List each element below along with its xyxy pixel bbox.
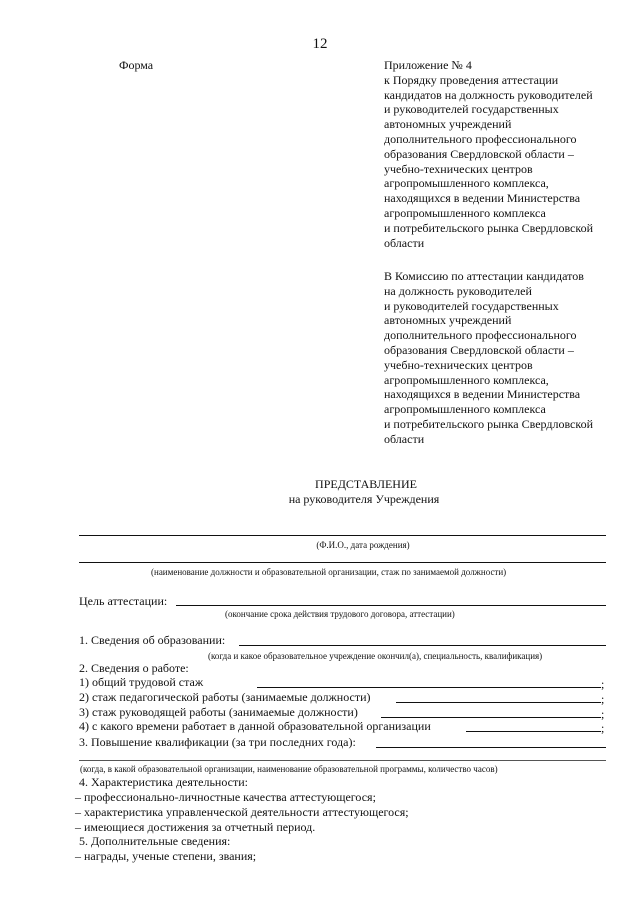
section-5-item: – награды, ученые степени, звания; bbox=[75, 849, 257, 863]
appendix-line: автономных учреждений bbox=[384, 117, 512, 132]
semicolon: ; bbox=[601, 677, 605, 691]
hint-qualification: (когда, в какой образовательной организации, наименование образовательной программы, количество часов) bbox=[80, 764, 498, 774]
section-4-label: 4. Характеристика деятельности: bbox=[79, 775, 248, 789]
qualification-line-2[interactable] bbox=[79, 760, 606, 761]
addressee-line: автономных учреждений bbox=[384, 313, 512, 328]
section-4-item: – характеристика управленческой деятельности аттестующегося; bbox=[75, 805, 409, 819]
work-item-3: 3) стаж руководящей работы (занимаемые должности) bbox=[79, 705, 358, 719]
work-item-2-line[interactable] bbox=[396, 702, 601, 703]
addressee-line: дополнительного профессионального bbox=[384, 328, 577, 343]
appendix-line: и руководителей государственных bbox=[384, 102, 559, 117]
section-5-label: 5. Дополнительные сведения: bbox=[79, 834, 231, 848]
addressee-line: на должность руководителей bbox=[384, 283, 532, 298]
page-number: 12 bbox=[312, 36, 328, 52]
addressee-line: учебно-технических центров bbox=[384, 357, 533, 372]
hint-fio: (Ф.И.О., дата рождения) bbox=[316, 540, 410, 550]
appendix-line: к Порядку проведения аттестации bbox=[384, 72, 559, 87]
work-item-2: 2) стаж педагогической работы (занимаемые должности) bbox=[79, 690, 371, 704]
hint-goal: (окончание срока действия трудового договора, аттестации) bbox=[225, 609, 455, 619]
addressee-line: агропромышленного комплекса bbox=[384, 402, 546, 417]
semicolon: ; bbox=[601, 721, 605, 735]
hint-education: (когда и какое образовательное учреждение окончил(а), специальность, квалификация) bbox=[208, 651, 543, 661]
addressee-line: находящихся в ведении Министерства bbox=[384, 387, 581, 402]
work-item-4-line[interactable] bbox=[466, 731, 601, 732]
appendix-line: находящихся в ведении Министерства bbox=[384, 191, 581, 206]
work-item-4: 4) с какого времени работает в данной образовательной организации bbox=[79, 719, 431, 733]
appendix-block bbox=[384, 58, 593, 250]
appendix-line: агропромышленного комплекса, bbox=[384, 176, 549, 191]
work-item-3-line[interactable] bbox=[381, 717, 601, 718]
document-subtitle: на руководителя Учреждения bbox=[288, 492, 440, 506]
appendix-line: учебно-технических центров bbox=[384, 161, 533, 176]
section-2-label: 2. Сведения о работе: bbox=[79, 661, 189, 675]
goal-line[interactable] bbox=[176, 605, 606, 606]
work-item-1: 1) общий трудовой стаж bbox=[79, 675, 204, 689]
appendix-line: образования Свердловской области – bbox=[384, 146, 574, 161]
section-3-label: 3. Повышение квалификации (за три последних года): bbox=[79, 735, 356, 749]
fio-line[interactable] bbox=[79, 535, 606, 536]
addressee-line: и руководителей государственных bbox=[384, 298, 559, 313]
appendix-line: агропромышленного комплекса bbox=[384, 205, 546, 220]
appendix-line: дополнительного профессионального bbox=[384, 131, 577, 146]
section-4-item: – профессионально-личностные качества аттестующегося; bbox=[75, 790, 376, 804]
education-line[interactable] bbox=[239, 645, 606, 646]
goal-label: Цель аттестации: bbox=[79, 594, 168, 608]
semicolon: ; bbox=[601, 707, 605, 721]
hint-position: (наименование должности и образовательной организации, стаж по занимаемой должности) bbox=[151, 567, 507, 577]
section-4-item: – имеющиеся достижения за отчетный период. bbox=[75, 820, 316, 834]
section-1-label: 1. Сведения об образовании: bbox=[79, 633, 226, 647]
addressee-block bbox=[384, 269, 593, 447]
addressee-line: В Комиссию по аттестации кандидатов bbox=[384, 269, 584, 283]
position-line[interactable] bbox=[79, 562, 606, 563]
form-label: Форма bbox=[119, 58, 154, 72]
addressee-line: образования Свердловской области – bbox=[384, 342, 574, 357]
appendix-line: Приложение № 4 bbox=[384, 58, 472, 72]
semicolon: ; bbox=[601, 692, 605, 706]
appendix-line: и потребительского рынка Свердловской bbox=[384, 220, 594, 235]
addressee-line: области bbox=[384, 431, 425, 446]
work-item-1-line[interactable] bbox=[257, 687, 601, 688]
appendix-line: области bbox=[384, 235, 425, 250]
qualification-line[interactable] bbox=[376, 747, 606, 748]
appendix-line: кандидатов на должность руководителей bbox=[384, 87, 593, 102]
document-title: ПРЕДСТАВЛЕНИЕ bbox=[315, 477, 417, 491]
addressee-line: и потребительского рынка Свердловской bbox=[384, 416, 594, 431]
addressee-line: агропромышленного комплекса, bbox=[384, 372, 549, 387]
